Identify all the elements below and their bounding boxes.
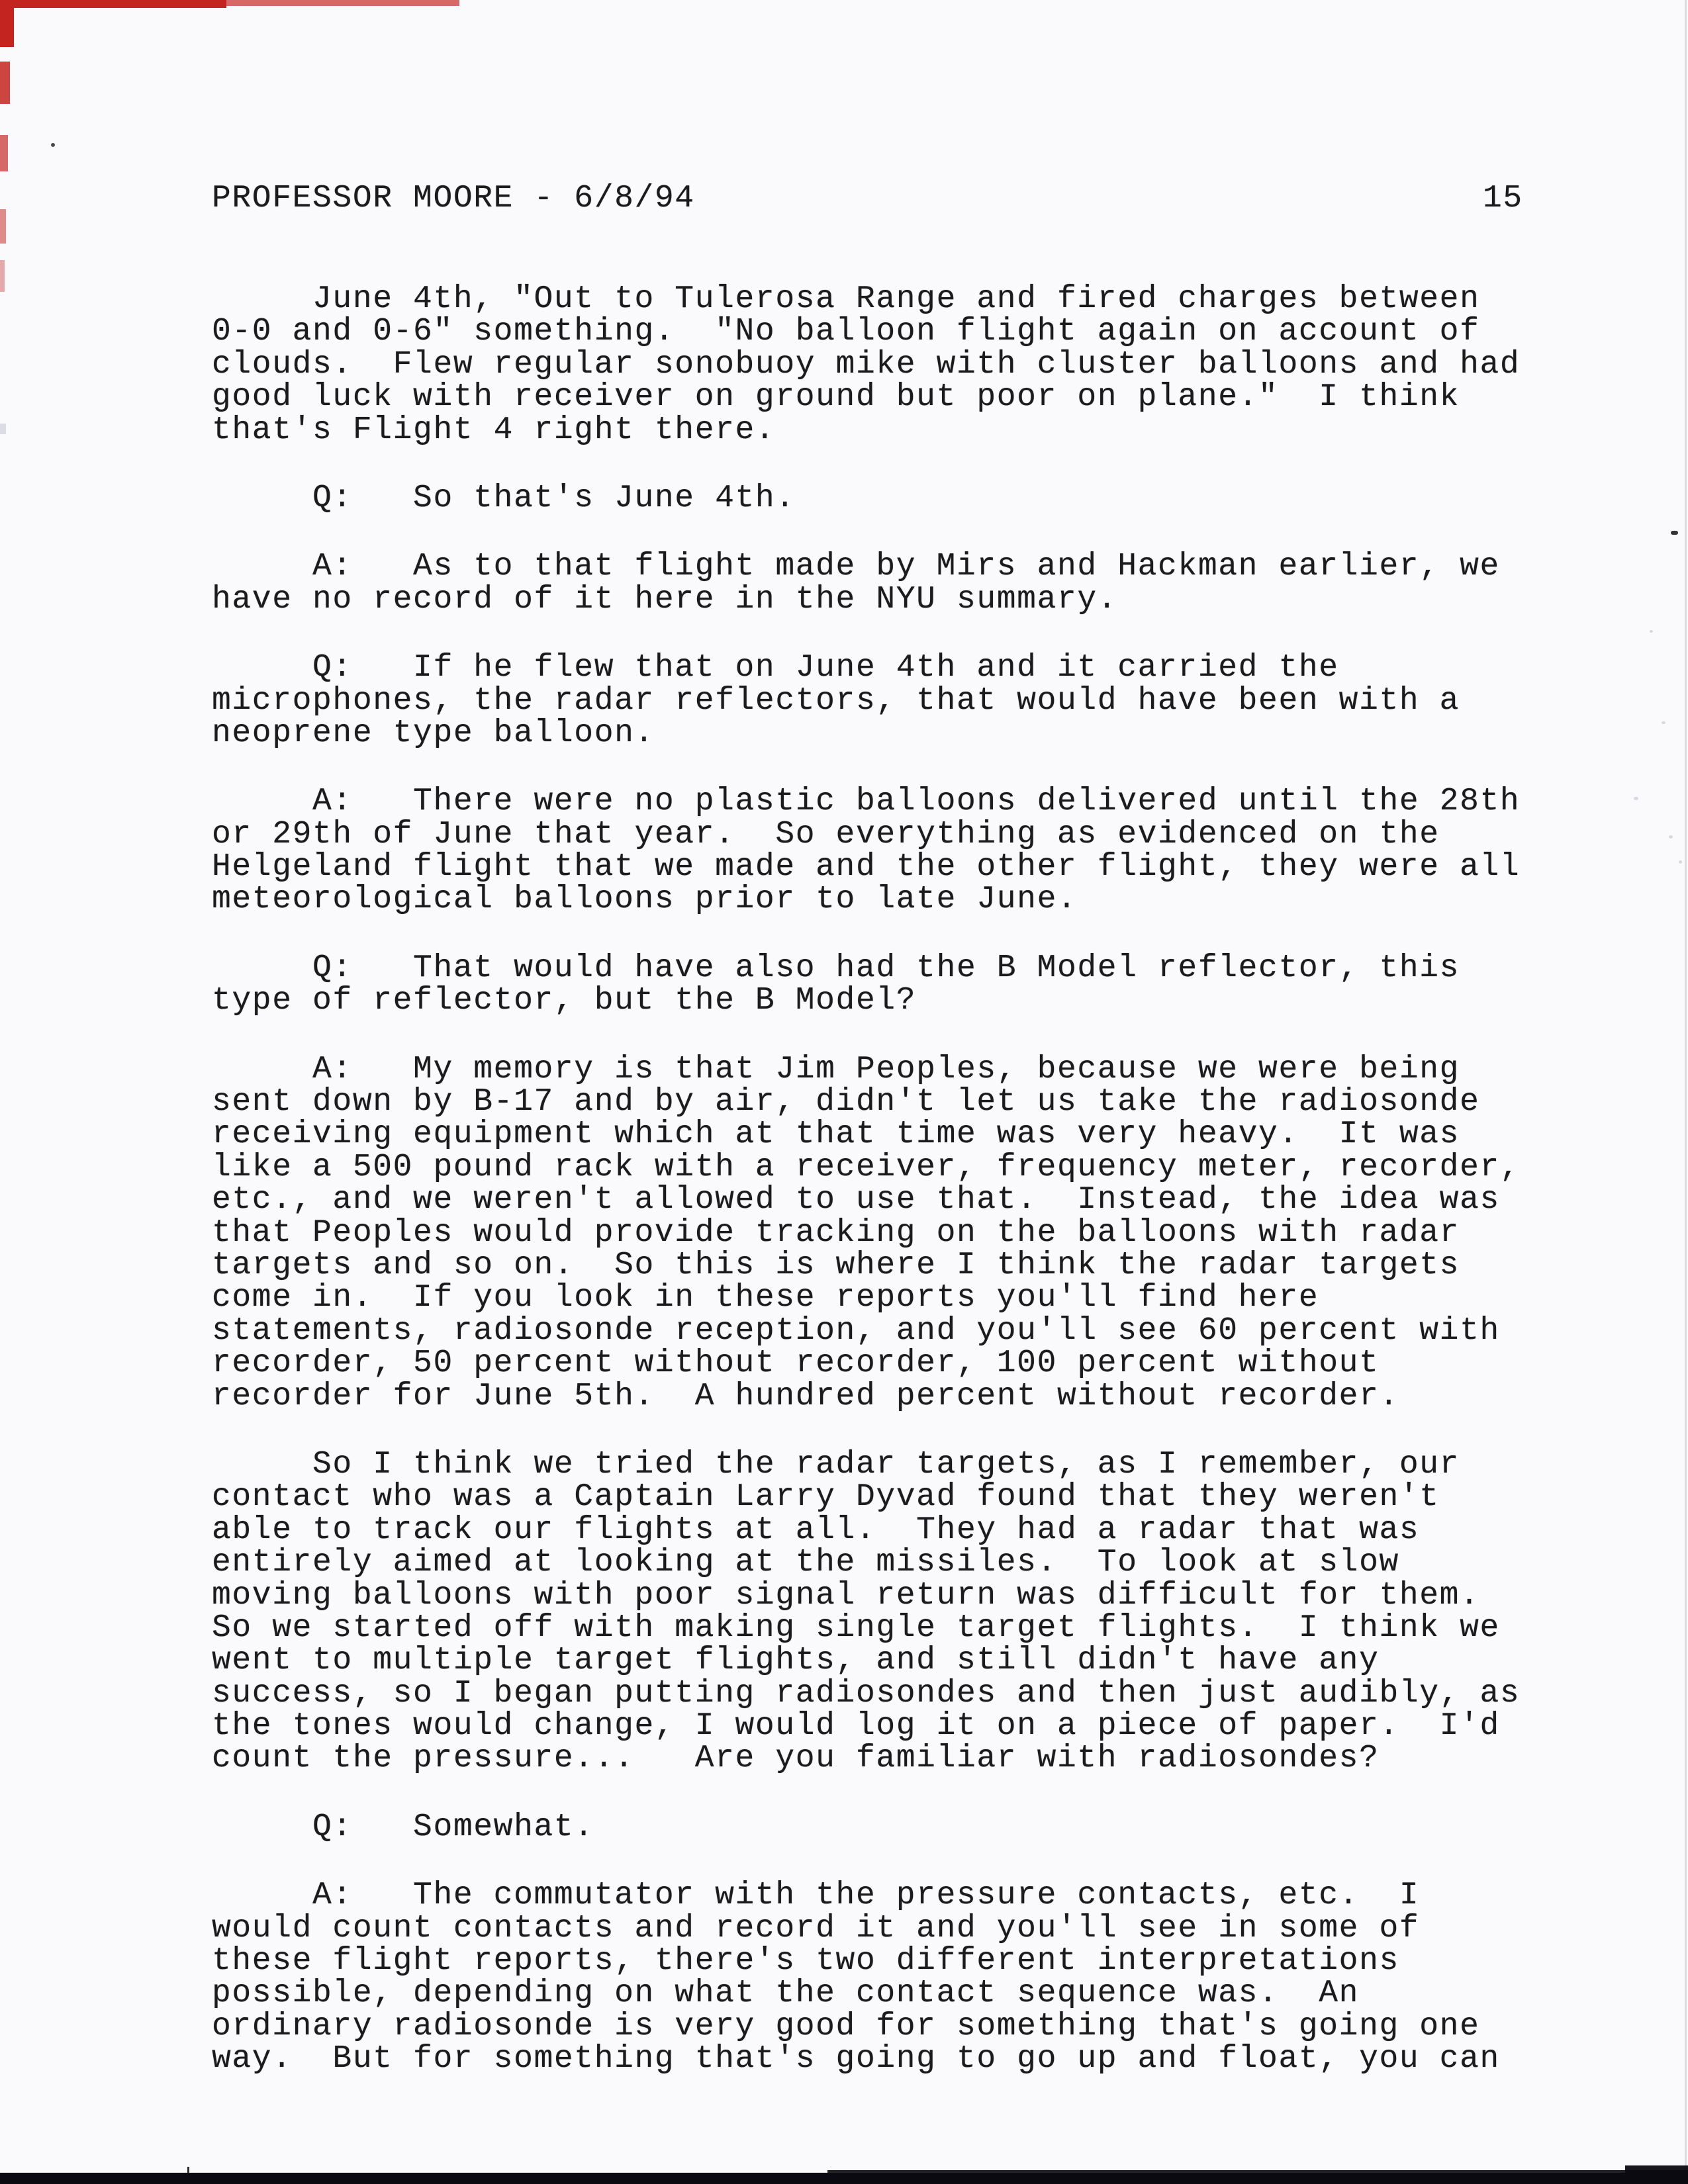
text-line: come in. If you look in these reports you'll find here: [212, 1280, 1319, 1316]
text-line: able to track our flights at all. They had a radar that was: [212, 1512, 1420, 1548]
scan-faint-speck-3: [1634, 797, 1638, 800]
transcript-body: [212, 283, 1520, 2076]
text-line: contact who was a Captain Larry Dyvad found that they weren't: [212, 1479, 1440, 1516]
paragraph-question: [212, 482, 1520, 515]
text-line: that Peoples would provide tracking on the balloons with radar: [212, 1214, 1460, 1251]
text-line: that's Flight 4 right there.: [212, 412, 776, 448]
scan-faint-speck-1: [1650, 630, 1653, 633]
scan-artifact-red-dash-2: [0, 135, 8, 171]
text-line: would count contacts and record it and you'll see in some of: [212, 1910, 1420, 1946]
paragraph-answer: [212, 1880, 1520, 2075]
text-line: clouds. Flew regular sonobuoy mike with cluster balloons and had: [212, 346, 1521, 383]
text-line: moving balloons with poor signal return was difficult for them.: [212, 1577, 1480, 1614]
scan-speck-left: [51, 143, 55, 147]
paragraph-question: [212, 952, 1520, 1018]
text-line: microphones, the radar reflectors, that would have been with a: [212, 682, 1460, 719]
scan-bottom-tick: [187, 2167, 189, 2173]
scan-artifact-red-dash-1: [0, 62, 10, 104]
text-line: success, so I began putting radiosondes and then just audibly, as: [212, 1675, 1521, 1711]
paragraph-answer: [212, 1051, 1521, 1414]
text-line: type of reflector, but the B Model?: [212, 983, 917, 1019]
text-line: way. But for something that's going to go up and float, you can: [212, 2041, 1500, 2077]
text-line: etc., and we weren't allowed to use that. Instead, the idea was: [212, 1182, 1500, 1218]
paragraph-answer: [212, 786, 1520, 917]
text-line: entirely aimed at looking at the missiles. To look at slow: [212, 1545, 1399, 1581]
scan-right-edge-line: [1685, 0, 1687, 2184]
text-line: A: There were no plastic balloons delivered until the 28th: [212, 784, 1521, 820]
text-line: like a 500 pound rack with a receiver, frequency meter, recorder,: [212, 1149, 1521, 1185]
text-line: Q: If he flew that on June 4th and it carried the: [212, 650, 1339, 686]
page-header: [0, 183, 1688, 216]
scan-faint-speck-4: [1669, 835, 1673, 839]
text-line: have no record of it here in the NYU summary.: [212, 581, 1118, 617]
text-line: receiving equipment which at that time was very heavy. It was: [212, 1116, 1460, 1153]
text-line: meteorological balloons prior to late June.: [212, 882, 1078, 918]
text-line: Helgeland flight that we made and the other flight, they were all: [212, 849, 1521, 886]
text-line: So I think we tried the radar targets, as I remember, our: [212, 1446, 1460, 1482]
scan-speck-right: [1671, 531, 1678, 535]
text-line: 0-0 and 0-6" something. "No balloon flight again on account of: [212, 314, 1480, 350]
paragraph-narrative: [212, 283, 1520, 447]
text-line: sent down by B-17 and by air, didn't let us take the radiosonde: [212, 1084, 1480, 1120]
text-line: neoprene type balloon.: [212, 715, 655, 751]
text-line: possible, depending on what the contact sequence was. An: [212, 1976, 1360, 2012]
text-line: the tones would change, I would log it on a piece of paper. I'd: [212, 1708, 1500, 1745]
header-title: PROFESSOR MOORE - 6/8/94: [212, 181, 695, 216]
text-line: June 4th, "Out to Tulerosa Range and fired charges between: [212, 281, 1480, 317]
scan-artifact-red-left-bar: [0, 0, 14, 47]
text-line: count the pressure... Are you familiar with radiosondes?: [212, 1741, 1380, 1777]
scan-bottom-bar-right-lift: [1625, 2165, 1688, 2173]
text-line: A: My memory is that Jim Peoples, because we were being: [212, 1051, 1460, 1087]
text-line: statements, radiosonde reception, and you'll see 60 percent with: [212, 1312, 1500, 1349]
page-number: 15: [1483, 181, 1523, 216]
scan-artifact-red-top-bar-2: [226, 0, 459, 6]
scan-smudge-left-edge: [0, 424, 6, 434]
scan-artifact-red-top-bar: [0, 0, 226, 8]
text-line: targets and so on. So this is where I think the radar targets: [212, 1247, 1460, 1283]
text-line: or 29th of June that year. So everything as evidenced on the: [212, 816, 1440, 852]
text-line: went to multiple target flights, and still didn't have any: [212, 1643, 1380, 1679]
text-line: recorder, 50 percent without recorder, 100 percent without: [212, 1345, 1380, 1382]
text-line: A: As to that flight made by Mirs and Hackman earlier, we: [212, 549, 1500, 585]
paragraph-answer: [212, 551, 1520, 616]
text-line: these flight reports, there's two different interpretations: [212, 1943, 1399, 1979]
text-line: Q: Somewhat.: [212, 1809, 594, 1845]
paragraph-question: [212, 1811, 1520, 1844]
scan-faint-speck-5: [1679, 860, 1682, 864]
text-line: good luck with receiver on ground but poor on plane." I think: [212, 379, 1460, 416]
text-line: So we started off with making single target flights. I think we: [212, 1610, 1500, 1646]
scan-bottom-bar: [0, 2173, 1688, 2184]
paragraph-question: [212, 652, 1520, 750]
text-line: Q: So that's June 4th.: [212, 480, 796, 516]
text-line: A: The commutator with the pressure contacts, etc. I: [212, 1878, 1420, 1914]
scan-faint-speck-2: [1662, 721, 1665, 724]
text-line: recorder for June 5th. A hundred percent without recorder.: [212, 1378, 1399, 1414]
paragraph-answer-continuation: [212, 1446, 1521, 1777]
scan-artifact-red-dash-4: [0, 260, 5, 292]
text-line: ordinary radiosonde is very good for something that's going one: [212, 2008, 1480, 2044]
scan-bottom-bar-upper: [827, 2170, 1688, 2174]
text-line: Q: That would have also had the B Model reflector, this: [212, 950, 1460, 986]
